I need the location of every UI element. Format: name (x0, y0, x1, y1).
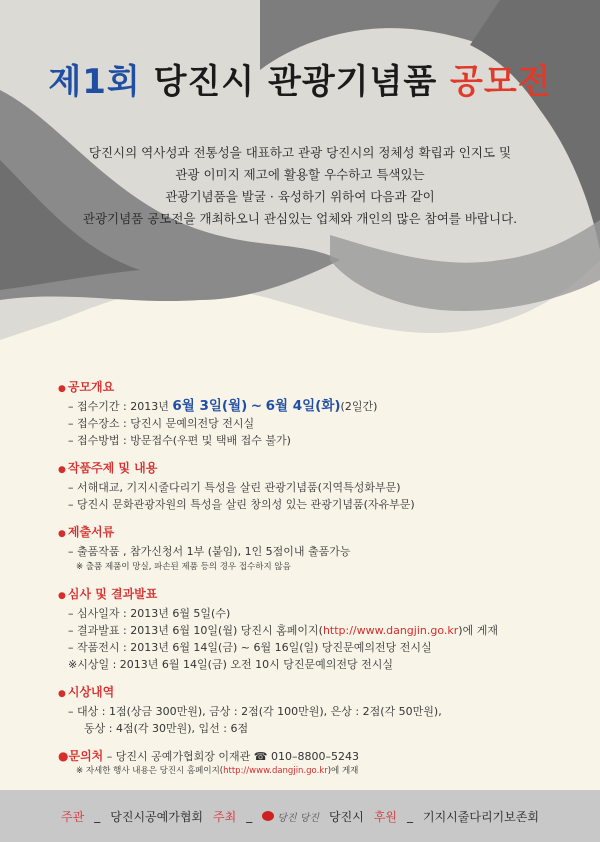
bullet-icon: ● (58, 689, 66, 699)
theme-line: – 서해대교, 기지시줄다리기 특성을 살린 관광기념품(지역특성화부문) (68, 481, 401, 494)
awards-line: – 대상 : 1점(상금 300만원), 금상 : 2점(각 100만원), 은상 : 2점(각 50만원), (68, 705, 442, 718)
period-end: 6월 4일(화) (265, 398, 341, 414)
homepage-link[interactable]: http://www.dangjin.go.kr (223, 766, 328, 776)
footer-credits (0, 790, 600, 842)
bullet-icon: ● (58, 749, 69, 763)
intro-line: 당진시의 역사성과 전통성을 대표하고 관광 당진시의 정체성 확립과 인지도 및 (88, 145, 512, 160)
bullet-icon: ● (58, 465, 66, 475)
documents-note: ※ 출품 제품이 망실, 파손된 제품 등의 경우 접수하지 않음 (76, 562, 291, 572)
judging-date-line: – 심사일자 : 2013년 6월 5일(수) (68, 607, 231, 620)
intro-line: 관광 이미지 제고에 활용할 우수하고 특색있는 (175, 167, 425, 182)
section-theme (58, 459, 558, 513)
host-role: 주최 (213, 809, 237, 824)
poster-title (0, 54, 600, 103)
separator: _ (94, 809, 101, 823)
exhibition-line: – 작품전시 : 2013년 6월 14일(금) ~ 6월 16일(일) 당진문예의전당 전시실 (68, 641, 432, 654)
section-heading: ● 작품주제 및 내용 (58, 461, 158, 475)
homepage-link[interactable]: http://www.dangjin.go.kr (322, 624, 459, 637)
section-contact (58, 747, 558, 779)
period-days: (2일간) (340, 400, 378, 413)
section-judging (58, 585, 558, 673)
logo-icon (262, 811, 274, 821)
result-line: – 결과발표 : 2013년 6월 10일(월) 당진시 홈페이지(http://www.dangjin.go.kr)에 게재 (68, 624, 498, 637)
place-line: – 접수장소 : 당진시 문예의전당 전시실 (68, 417, 255, 430)
organizer-name: 당진시공예가협회 (110, 809, 204, 824)
ceremony-line: ※시상일 : 2013년 6월 14일(금) 오전 10시 당진문예의전당 전시실 (68, 658, 393, 671)
title-contest: 공모전 (450, 62, 552, 102)
host-name: 당진시 (329, 809, 364, 824)
period-line: – 접수기간 : 2013년 6월 3일(월) ~ 6월 4일(화)(2일간) (68, 398, 378, 414)
period-start: 6월 3일(월) (172, 398, 248, 414)
contact-note: ※ 자세한 행사 내용은 당진시 홈페이지(http://www.dangjin.go.kr)에 게재 (76, 766, 359, 776)
contact-line: ●문의처 – 당진시 공예가협회장 이재관 ☎ 010–8800–5243 (58, 749, 359, 763)
dangjin-logo: 당진 당진 (262, 809, 319, 824)
section-awards (58, 683, 558, 737)
intro-line: 관광기념품을 발굴 · 육성하기 위하여 다음과 같이 (165, 189, 435, 204)
contest-details (58, 378, 558, 789)
intro-line: 관광기념품 공모전을 개최하오니 관심있는 업체와 개인의 많은 참여를 바랍니다. (82, 211, 518, 226)
intro-text (40, 142, 560, 230)
separator: _ (407, 809, 413, 823)
section-heading: ● 공모개요 (58, 380, 115, 394)
awards-line: 동상 : 4점(각 30만원), 입선 : 6점 (84, 722, 249, 735)
period-sep: ~ (250, 398, 263, 414)
bullet-icon: ● (58, 384, 66, 394)
title-main: 당진시 관광기념품 (153, 62, 438, 102)
section-heading: ● 시상내역 (58, 685, 115, 699)
section-heading: ● 제출서류 (58, 525, 115, 539)
section-overview (58, 378, 558, 449)
documents-line: – 출품작품 , 참가신청서 1부 (붙임), 1인 5점이내 출품가능 (68, 545, 351, 558)
section-heading: ● 심사 및 결과발표 (58, 587, 158, 601)
separator: _ (246, 809, 253, 823)
sponsor-role: 후원 (373, 809, 397, 824)
bullet-icon: ● (58, 591, 66, 601)
method-line: – 접수방법 : 방문접수(우편 및 택배 접수 불가) (68, 434, 291, 447)
section-documents (58, 523, 558, 575)
organizer-role: 주관 (61, 809, 85, 824)
theme-line: – 당진시 문화관광자원의 특성을 살린 창의성 있는 관광기념품(자유부문) (68, 498, 415, 511)
title-edition: 제1회 (48, 62, 141, 102)
sponsor-name: 기지시줄다리기보존회 (423, 809, 539, 824)
bullet-icon: ● (58, 529, 66, 539)
